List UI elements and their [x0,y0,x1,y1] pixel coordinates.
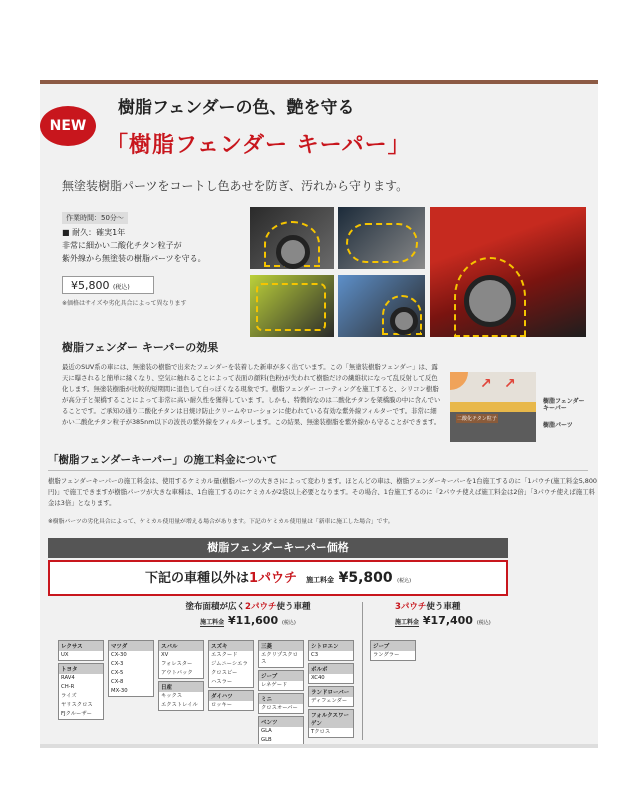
three-pouch-price-row [370,614,506,627]
price-value: ¥5,800 [71,279,110,292]
illus-label: 二酸化チタン粒子 [457,416,497,422]
brand-box [258,716,304,746]
brand-name: スバル [159,641,203,651]
car-model: ライズ [61,693,77,699]
two-pouch-price-row [138,614,358,627]
car-model: エスクード [211,652,238,658]
main-price: ¥5,800 [338,570,393,586]
uv-arrow-icon: ↗ [480,376,492,392]
two-pouch-suffix: 使う車種 [276,602,311,612]
car-model: CX-8 [111,679,124,685]
car-model: CH-R [61,684,75,690]
brand-name: ボルボ [309,664,353,674]
brand-name: スズキ [209,641,253,651]
brand-box [58,663,104,720]
brand-box [308,663,354,684]
two-pouch-red: 2パウチ [245,602,277,612]
uv-arrow-icon: ↗ [504,376,516,392]
brand-box [208,640,254,688]
three-pouch-price: ¥17,400 [422,614,473,627]
pricing-paragraph: 樹脂フェンダーキーパーの施工料金は、使用するケミカル量(樹脂パーツの大きさ)によって変わります。ほとんどの車は、樹脂フェンダーキーパーを1台施工するのに「1パウチ(施工料金5,800円)」で施工できますが樹脂パーツが大きな車種は、1台施工するのにケミカルが2袋以上必要となります。その場合、1台施工するのに「2パウチ使えば施工料金は2倍」「3パウチ使えば施工料金は3倍」となります。 [48,477,597,507]
pricing-note: ※樹脂パーツの劣化具合によって、ケミカル使用量が増える場合があります。下記のケミカル使用量は「新車に施工した場合」です。 [48,519,394,525]
brand-name: ランドローバー [309,687,353,697]
spec-text [62,226,206,265]
divider [48,470,588,471]
two-pouch-tax: (税込) [281,620,296,626]
brand-name: ミニ [259,694,303,704]
brand-name: 三菱 [259,641,303,651]
car-model: クロスビー [211,670,238,676]
brand-box [308,686,354,707]
price-table-title: 樹脂フェンダーキーパー価格 [48,538,508,558]
tagline: 無塗装樹脂パーツをコートし色あせを防ぎ、汚れから守ります。 [62,179,409,193]
brand-box [258,640,304,668]
uv-protection-illustration [450,372,536,442]
car-model: GLB [261,737,272,743]
brand-box [158,681,204,711]
car-model: アウトバック [161,670,193,676]
car-model: エクストレイル [161,702,198,708]
car-model: クロスオーバー [261,705,298,711]
main-prefix: 下記の車種以外は [144,571,249,586]
brand-column [308,640,354,740]
car-model: ロッキー [211,702,233,708]
brand-name: ジープ [259,671,303,681]
brand-box [58,640,104,661]
brand-box [208,690,254,711]
brand-column [58,640,104,722]
durability: ■ 耐久：確実1年 [62,228,126,237]
car-model: CX-3 [111,661,124,667]
car-model: GLA [261,728,272,734]
car-photo-fender-dark [250,207,334,269]
car-photo-yellow-suv [250,275,334,337]
car-photo-red-suv [430,207,586,337]
pricing-heading: 「樹脂フェンダーキーパー」の施工料金について [48,454,278,466]
brand-column [158,640,204,713]
brand-name: 日産 [159,682,203,692]
brand-name: ジープ [371,641,415,651]
car-model: レネゲード [261,682,288,688]
column-divider [362,602,363,740]
car-model: Tクロス [311,729,331,735]
car-model: CX-30 [111,652,127,658]
main-price-row [48,560,508,596]
car-model: ヤリスクロス [61,702,93,708]
brand-box [370,640,416,661]
brand-name: ダイハツ [209,691,253,701]
two-pouch-prefix: 塗布面積が広く [185,602,246,612]
car-model: フォレスター [161,661,193,667]
car-model: ディフェンダー [311,698,348,704]
brand-box [308,709,354,738]
two-pouch-price: ¥11,600 [228,614,279,627]
sun-icon [450,372,468,390]
desc-line-2: 紫外線から無塗装の樹脂パーツを守る。 [62,254,206,263]
desc-line-1: 非常に細かい二酸化チタン粒子が [62,241,182,250]
brand-column [370,640,416,663]
brand-name: シトロエン [309,641,353,651]
brand-name: レクサス [59,641,103,651]
main-label: 施工料金 [306,576,335,584]
brand-name: マツダ [109,641,153,651]
three-pouch-column [370,600,506,627]
two-pouch-label: 施工料金 [200,619,225,626]
brand-box [158,640,204,679]
car-model: UX [61,652,69,658]
car-model: MX-30 [111,688,128,694]
price-tax: (税込) [113,284,130,291]
page-subtitle: 樹脂フェンダーの色、艶を守る [118,98,355,118]
car-model: XV [161,652,169,658]
brand-name: ベンツ [259,717,303,727]
car-model: ジムニーシエラ [211,661,248,667]
brand-column [108,640,154,699]
car-model: エクリプスクロス [261,652,298,665]
price-box [62,276,154,294]
three-pouch-label: 施工料金 [395,619,420,626]
car-model: CX-5 [111,670,124,676]
car-model: ハスラー [211,679,233,685]
work-time: 作業時間：50分～ [62,212,128,224]
car-model: C3 [311,652,319,658]
new-badge: NEW [40,106,96,146]
car-model: XC40 [311,675,325,681]
brand-name: フォルクスワーゲン [309,710,353,728]
legend-keeper: 樹脂フェンダー キーパー [543,398,585,412]
car-photo-blue-suv [338,275,425,337]
main-pouch: 1パウチ [248,571,297,586]
legend-resin: 樹脂パーツ [543,422,573,429]
page-title: 「樹脂フェンダー キーパー」 [106,133,411,158]
brand-name: トヨタ [59,664,103,674]
car-model: ラングラー [373,652,400,658]
bottom-bar [40,744,598,748]
price-note: ※価格はサイズや劣化具合によって異なります [62,300,187,307]
keeper-layer [450,402,536,412]
effect-paragraph: 最近のSUV系の車には、無塗装の樹脂で出来たフェンダーを装着した新車が多く出ています。この「無塗装樹脂フェンダー」は、露天に曝されると簡単に縁くなり、空気に触れることによって表面の顔料(色粉)が失われて樹脂だけの繊維状になって乱反射して反色化します。無塗装樹脂が比較的短期間に退色して白っぽくなる現象です。樹脂フェンダー コーティングを施工すると、シリコン樹脂が高分子と架橋することによって非常に高い耐久性を獲得していま す。しかも、特徴的なのは二酸化チタンを架橋膜の中に含んでいることです。ご承知の通り二酸化チタンは日焼け防止クリームやローションに使われている有効な紫外線フィルターです。非常に細かい二酸化チタン粒子が385nm以下の波長の紫外線をフィルターします。この結果、無塗装樹脂を紫外線から守ることができます。 [62,363,441,426]
brand-box [258,670,304,691]
two-pouch-heading [138,600,358,612]
three-pouch-tax: (税込) [476,620,491,626]
effect-heading: 樹脂フェンダー キーパーの効果 [62,341,219,354]
brand-box [308,640,354,661]
three-pouch-heading [370,600,506,612]
car-model: FJクルーザー [61,711,92,717]
brand-column [258,640,304,748]
brand-box [258,693,304,714]
brand-box [108,640,154,697]
car-model: キックス [161,693,183,699]
two-pouch-column [58,600,358,627]
three-pouch-suffix: 使う車種 [426,602,461,612]
three-pouch-red: 3パウチ [395,602,427,612]
main-tax: (税込) [397,578,412,584]
car-photo-rear-dark [338,207,425,269]
car-model: RAV4 [61,675,75,681]
brand-column [208,640,254,713]
